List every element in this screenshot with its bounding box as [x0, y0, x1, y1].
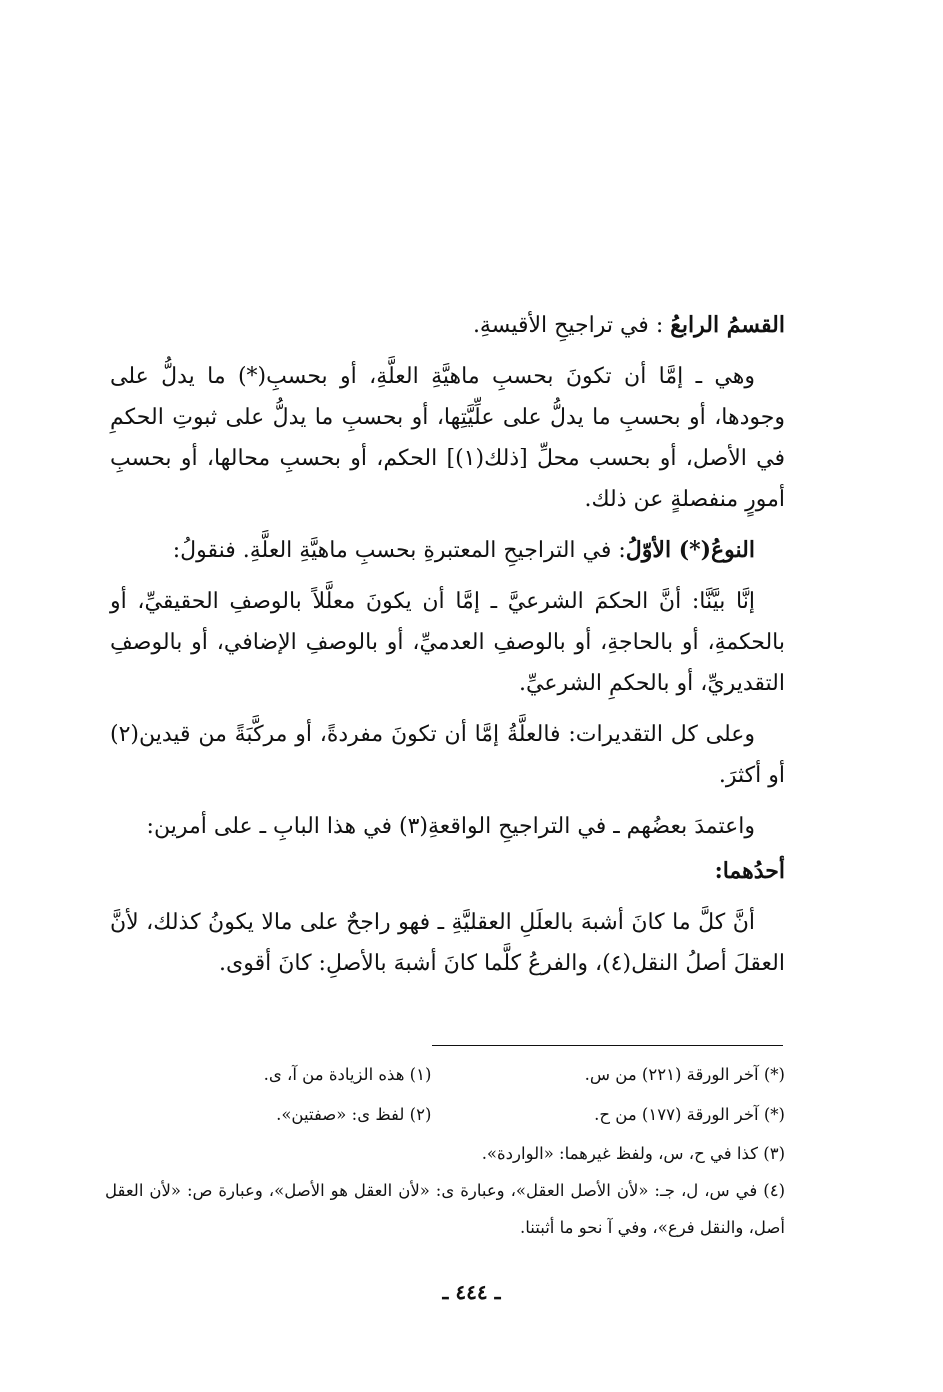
footnote-row-1	[105, 1055, 785, 1095]
paragraph-3: وعلى كل التقديرات: فالعلَّةُ إمَّا أن تكونَ مفردةً، أو مركَّبَةً من قيدين(٢) أو أكثرَ.	[110, 722, 785, 788]
section-heading	[110, 305, 785, 346]
main-text	[110, 305, 785, 994]
footnote-star-1: (*) آخر الورقة (٢٢١) من س.	[584, 1065, 785, 1084]
section-heading-rest: : في تراجيحِ الأقيسةِ.	[472, 313, 671, 338]
footnote-star-2: (*) آخر الورقة (١٧٧) من ح.	[594, 1105, 785, 1124]
type-heading-rest: : في التراجيحِ المعتبرةِ بحسبِ ماهيَّةِ العلَّةِ. فنقولُ:	[172, 538, 626, 563]
footnote-separator	[432, 1045, 783, 1046]
footnote-3: (٣) كذا في ح، س، ولفظ غيرهما: «الواردة».	[481, 1144, 785, 1163]
paragraph-1: وهي ـ إمَّا أن تكونَ بحسبِ ماهيَّةِ العلَّةِ، أو بحسبِ(*) ما يدلُّ على وجودها، أو بحسبِ ما يدلُّ على علِّيَّتِها، أو بحسبِ ما يدلُّ على ثبوتِ الحكمِ في الأصل، أو بحسب محلِّ [ذلك(١)] الحكم، أو بحسبِ محالها، أو بحسبِ أمورٍ منفصلةٍ عن ذلك.	[110, 364, 785, 512]
first-of-two-heading: أحدُهما:	[714, 858, 785, 884]
paragraph-4: واعتمدَ بعضُهم ـ في التراجيحِ الواقعةِ(٣) في هذا البابِ ـ على أمرين:	[146, 814, 755, 839]
paragraph-2: إنَّا بيَّنَّا: أنَّ الحكمَ الشرعيَّ ـ إمَّا أن يكونَ معلَّلاً بالوصفِ الحقيقيِّ، أو بالحكمةِ، أو بالحاجةِ، أو بالوصفِ العدميِّ، أو بالوصفِ الإضافي، أو بالوصفِ التقديريِّ، أو بالحكمِ الشرعيِّ.	[110, 589, 785, 696]
footnote-2: (٢) لفظ ى: «صفتين».	[276, 1105, 432, 1124]
footnotes	[105, 1055, 785, 1246]
footnote-4: (٤) في س، ل، جـ: «لأن الأصل العقل»، وعبارة ى: «لأن العقل هو الأصل»، وعبارة ص: «لأن العقل أصل، والنقل فرع»، وفي آ نحو ما أثبتنا.	[105, 1181, 785, 1237]
type-heading	[110, 530, 785, 571]
paragraph-5: أنَّ كلَّ ما كانَ أشبهَ بالعلَلِ العقليَّةِ ـ فهو راجحٌ على مالا يكونُ كذلك، لأنَّ العقلَ أصلُ النقل(٤)، والفرعُ كلَّما كانَ أشبهَ بالأصلِ: كانَ أقوى.	[110, 910, 785, 976]
section-heading-title: القسمُ الرابعُ	[670, 312, 785, 338]
footnote-row-2	[105, 1095, 785, 1135]
footnote-1: (١) هذه الزيادة من آ، ى.	[263, 1065, 432, 1084]
page-number: ـ ٤٤٤ ـ	[442, 1280, 501, 1304]
type-heading-title: النوعُ(*) الأوّلُ	[625, 537, 755, 563]
